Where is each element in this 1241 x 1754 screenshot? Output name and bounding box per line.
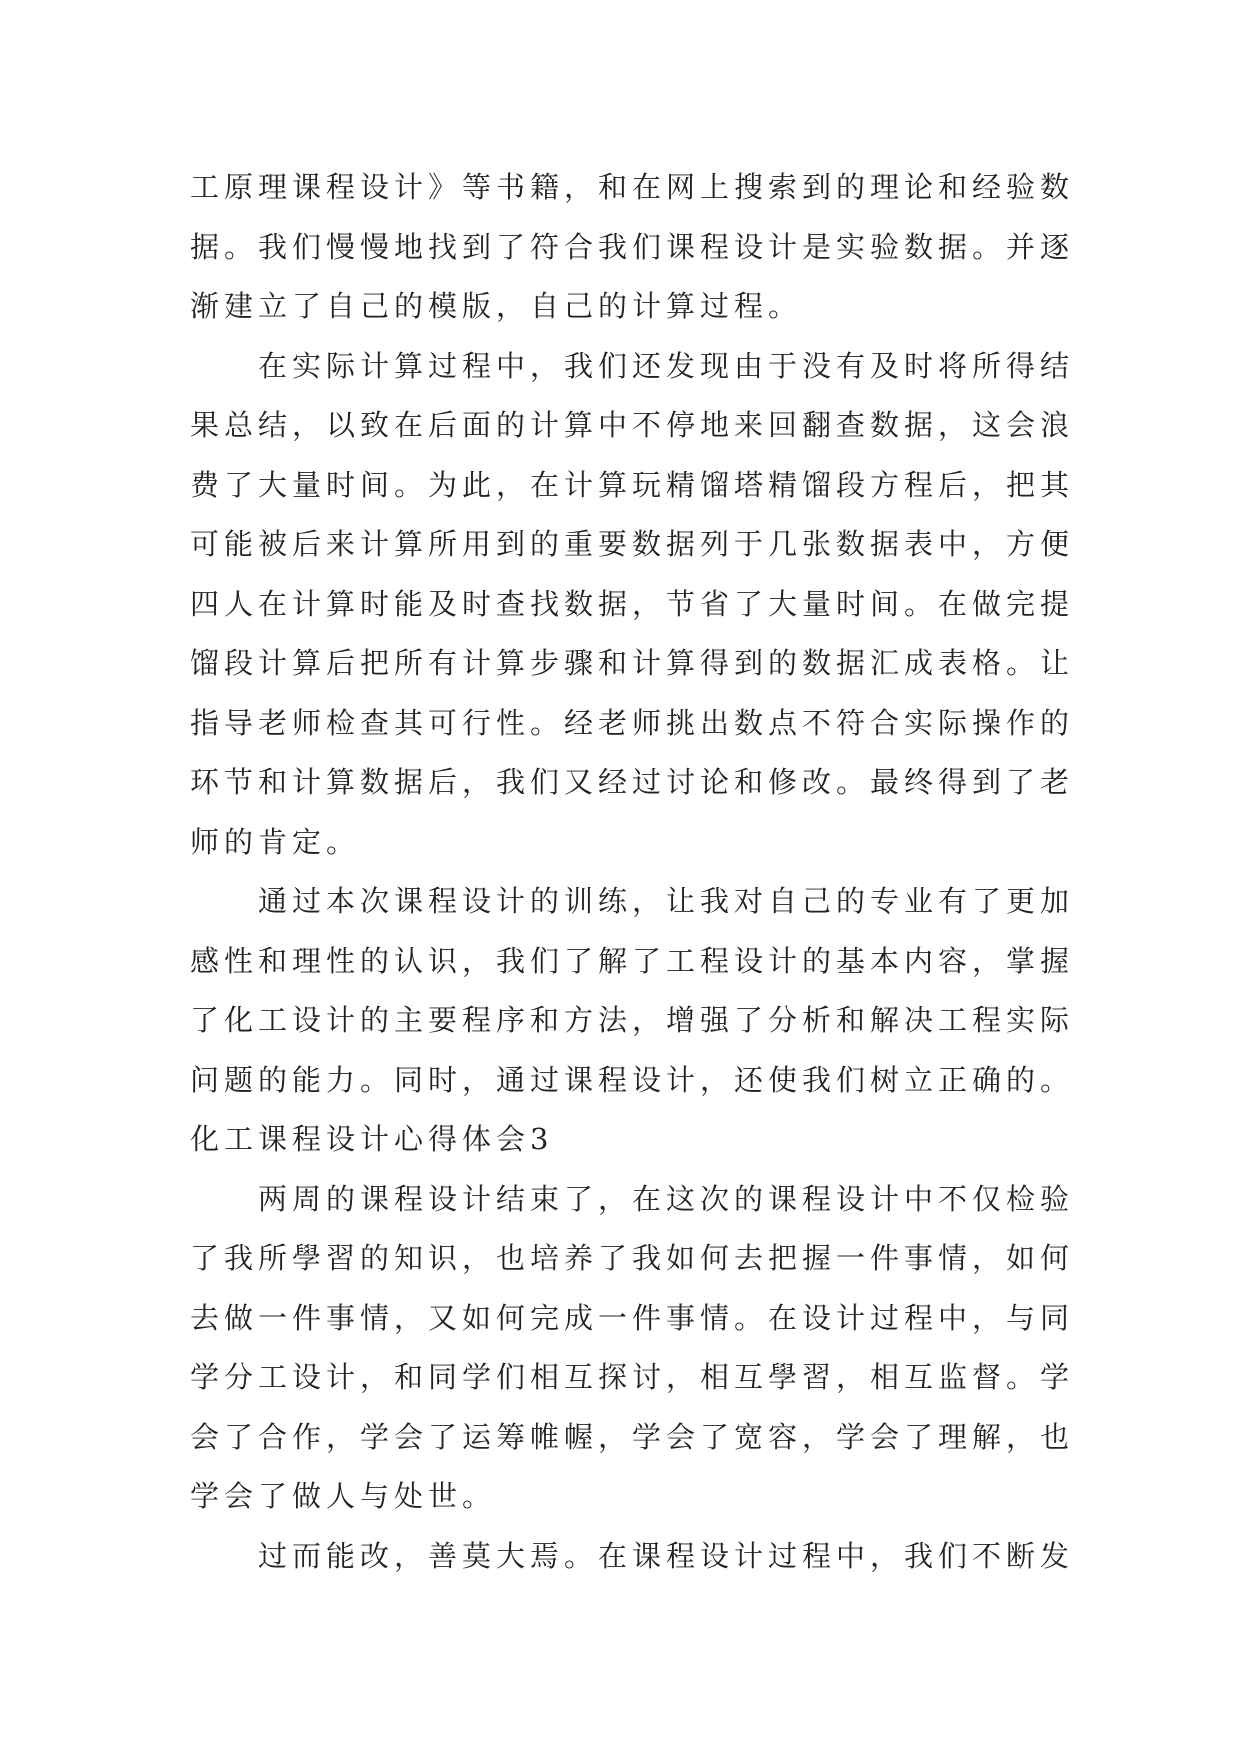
text-line: 了我所學習的知识，也培养了我如何去把握一件事情，如何 (190, 1241, 1075, 1275)
text-line: 据。我们慢慢地找到了符合我们课程设计是实验数据。并逐 (190, 229, 1075, 264)
text-line: 环节和计算数据后，我们又经过讨论和修改。最终得到了老 (190, 765, 1075, 799)
text-line: 学分工设计，和同学们相互探讨，相互學習，相互监督。学 (190, 1360, 1075, 1394)
text-line: 问题的能力。同时，通过课程设计，还使我们树立正确的。 (190, 1062, 1075, 1097)
text-line: 指导老师检查其可行性。经老师挑出数点不符合实际操作的 (190, 705, 1075, 740)
text-line: 果总结，以致在后面的计算中不停地来回翻查数据，这会浪 (190, 408, 1075, 442)
text-line: 渐建立了自己的模版，自己的计算过程。 (190, 289, 803, 323)
paragraph-first-line: 通过本次课程设计的训练，让我对自己的专业有了更加 (258, 884, 1075, 918)
text-line: 可能被后来计算所用到的重要数据列于几张数据表中，方便 (190, 527, 1075, 561)
paragraph-first-line: 两周的课程设计结束了，在这次的课程设计中不仅检验 (258, 1181, 1075, 1216)
text-line: 馏段计算后把所有计算步骤和计算得到的数据汇成表格。让 (190, 646, 1075, 680)
text-line: 工原理课程设计》等书籍，和在网上搜索到的理论和经验数 (190, 170, 1075, 204)
text-line: 学会了做人与处世。 (190, 1479, 497, 1513)
text-line: 去做一件事情，又如何完成一件事情。在设计过程中，与同 (190, 1300, 1075, 1335)
text-line: 会了合作，学会了运筹帷幄，学会了宽容，学会了理解，也 (190, 1419, 1075, 1454)
text-line: 感性和理性的认识，我们了解了工程设计的基本内容，掌握 (190, 943, 1075, 978)
text-line: 四人在计算时能及时查找数据，节省了大量时间。在做完提 (190, 586, 1075, 621)
section-heading: 化工课程设计心得体会3 (190, 1122, 554, 1156)
paragraph-first-line: 在实际计算过程中，我们还发现由于没有及时将所得结 (258, 348, 1075, 383)
text-line: 了化工设计的主要程序和方法，增强了分析和解决工程实际 (190, 1003, 1075, 1037)
text-line: 师的肯定。 (190, 824, 361, 859)
paragraph-first-line: 过而能改，善莫大焉。在课程设计过程中，我们不断发 (258, 1538, 1075, 1573)
text-line: 费了大量时间。为此，在计算玩精馏塔精馏段方程后，把其 (190, 467, 1075, 502)
document-body (190, 158, 1075, 1586)
